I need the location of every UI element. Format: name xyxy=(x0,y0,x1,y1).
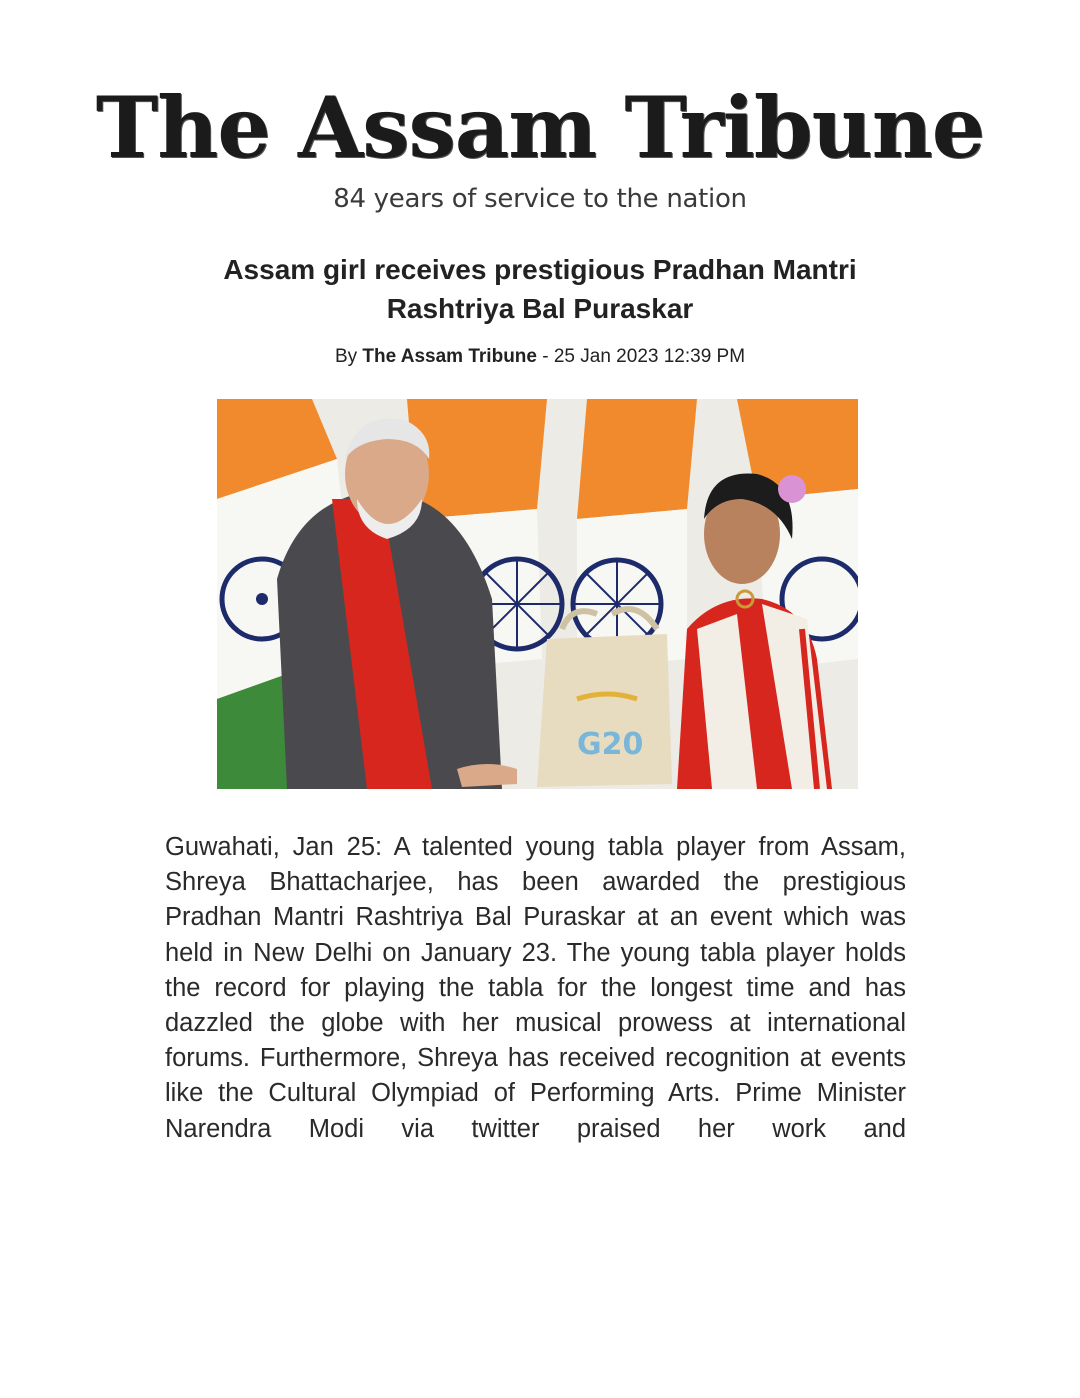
byline-prefix: By xyxy=(334,346,358,367)
newspaper-logo: The Assam Tribune xyxy=(95,78,985,177)
masthead xyxy=(0,78,1080,214)
masthead-tagline: 84 years of service to the nation xyxy=(333,184,747,214)
bag-logo: G20 xyxy=(577,727,644,762)
byline-date: 25 Jan 2023 12:39 PM xyxy=(553,346,746,367)
article-headline: Assam girl receives prestigious Pradhan Mantri Rashtriya Bal Puraskar xyxy=(223,254,857,324)
award-ceremony-illustration xyxy=(217,399,858,789)
article-body: Guwahati, Jan 25: A talented young tabla player from Assam, Shreya Bhattacharjee, has been awarded the prestigious Pradhan Mantri Rashtriya Bal Puraskar at an event which was held in New Delhi on January 23. The young tabla player holds the record for playing the tabla for the longest time and has dazzled the globe with her musical prowess at international forums. Furthermore, Shreya has received recognition at events like the Cultural Olympiad of Performing Arts. Prime Minister Narendra Modi via twitter praised her work and xyxy=(165,833,906,1143)
flag-right xyxy=(573,399,697,669)
byline-separator: - xyxy=(536,346,554,367)
byline-author: The Assam Tribune xyxy=(362,346,537,367)
article-byline xyxy=(0,346,1080,368)
article-photo xyxy=(217,399,858,789)
